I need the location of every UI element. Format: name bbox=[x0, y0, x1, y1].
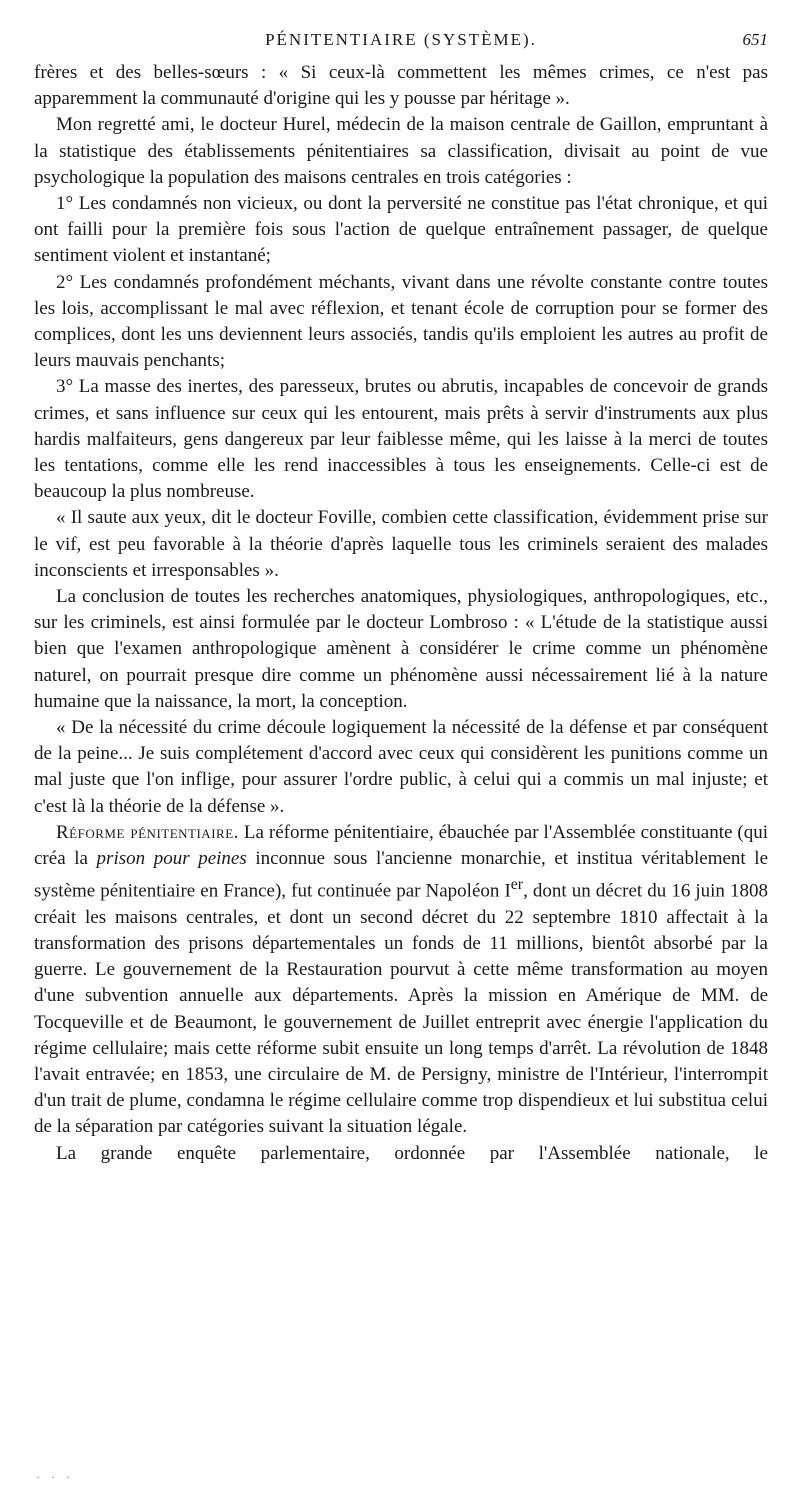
page-number: 651 bbox=[742, 30, 768, 49]
reforme-text-part-2: inconnue sous l'ancienne monarchie, et institua véritablement le système pénitentiaire en France), fut continuée par Napoléon I bbox=[34, 848, 768, 902]
footer-specks: · · · bbox=[36, 1470, 74, 1484]
section-lead-heading: Réforme pénitentiaire. bbox=[56, 821, 239, 843]
paragraph-reforme bbox=[34, 820, 768, 1141]
page bbox=[34, 30, 768, 1167]
reforme-italic-term: prison pour peines bbox=[96, 848, 247, 870]
paragraph-continuation: frères et des belles-sœurs : « Si ceux-là commettent les mêmes crimes, ce n'est pas apparemment la communauté d'origine qui les y pousse par héritage ». bbox=[34, 62, 768, 110]
paragraph-lombroso: La conclusion de toutes les recherches anatomiques, physiologiques, anthropologiques, etc., sur les criminels, est ainsi formulée par le docteur Lombroso : « L'étude de la statistique aussi bien que l'examen anthropologique amènent à considérer le crime comme un phénomène naturel, on pourrait presque dire comme un phénomène aussi nécessairement lié à la nature humaine que la naissance, la mort, la conception. bbox=[34, 586, 768, 712]
paragraph-category-3: 3° La masse des inertes, des paresseux, brutes ou abrutis, incapables de concevoir de grands crimes, et sans influence sur ceux qui les entourent, mais prêts à servir d'instruments aux plus hardis malfaiteurs, gens dangereux par leur faiblesse même, qui les laisse à la merci de toutes les tentations, comme elle les rend inaccessibles à tous les enseignements. Celle-ci est de beaucoup la plus nombreuse. bbox=[34, 376, 768, 503]
running-title: PÉNITENTIAIRE (SYSTÈME). bbox=[265, 30, 537, 49]
paragraph-category-2: 2° Les condamnés profondément méchants, vivant dans une révolte constante contre toutes les lois, accomplissant le mal avec réflexion, et tenant école de corruption pour se former des complices, dont les uns deviennent leurs associés, tandis qu'ils emploient les autres au profit de leurs mauvais penchants; bbox=[34, 271, 768, 372]
reforme-text-part-1: La réforme pénitentiaire, ébauchée par l'Assemblée constituante (qui créa la bbox=[34, 821, 768, 870]
paragraph-category-1: 1° Les condamnés non vicieux, ou dont la perversité ne constitue pas l'état chronique, et qui ont failli pour la première fois sous l'action de quelque entraînement passager, de quelque sentiment violent et instantané; bbox=[34, 193, 768, 267]
reforme-text-part-3: , dont un décret du 16 juin 1808 créait les maisons centrales, et dont un second décret du 22 septembre 1810 affectait à la transformation des prisons départementales un fonds de 11 millions, bientôt absorbé par la guerre. Le gouvernement de la Restauration pourvut à cette même transformation au moyen d'une subvention annuelle aux départements. Après la mission en Amérique de MM. de Tocqueville et de Beaumont, le gouvernement de Juillet entreprit avec énergie l'application du régime cellulaire; mais cette réforme subit ensuite un long temps d'arrêt. La révolution de 1848 l'avait entravée; en 1853, une circulaire de M. de Persigny, ministre de l'Intérieur, l'interrompit d'un trait de plume, condamna le régime cellulaire comme trop dispendieux et lui substitua celui de la séparation par catégories suivant la situation légale. bbox=[34, 880, 768, 1138]
paragraph-foville-quote: « Il saute aux yeux, dit le docteur Foville, combien cette classification, évidemment prise sur le vif, est peu favorable à la théorie d'après laquelle tous les criminels seraient des malades inconscients et irresponsables ». bbox=[34, 507, 768, 581]
paragraph-hurel: Mon regretté ami, le docteur Hurel, médecin de la maison centrale de Gaillon, empruntant à la statistique des établissements pénitentiaires sa classification, divisait au point de vue psychologique la population des maisons centrales en trois catégories : bbox=[34, 114, 768, 188]
reforme-superscript: er bbox=[510, 876, 524, 894]
paragraph-defense-quote: « De la nécessité du crime découle logiquement la nécessité de la défense et par conséquent de la peine... Je suis complétement d'accord avec ceux qui considèrent les punitions comme un mal juste que l'on inflige, pour assurer l'ordre public, à celui qui a commis un mal injuste; et c'est là la théorie de la défense ». bbox=[34, 717, 768, 817]
paragraph-enquete: La grande enquête parlementaire, ordonnée par l'Assemblée nationale, le bbox=[56, 1142, 768, 1164]
running-header bbox=[34, 30, 768, 56]
